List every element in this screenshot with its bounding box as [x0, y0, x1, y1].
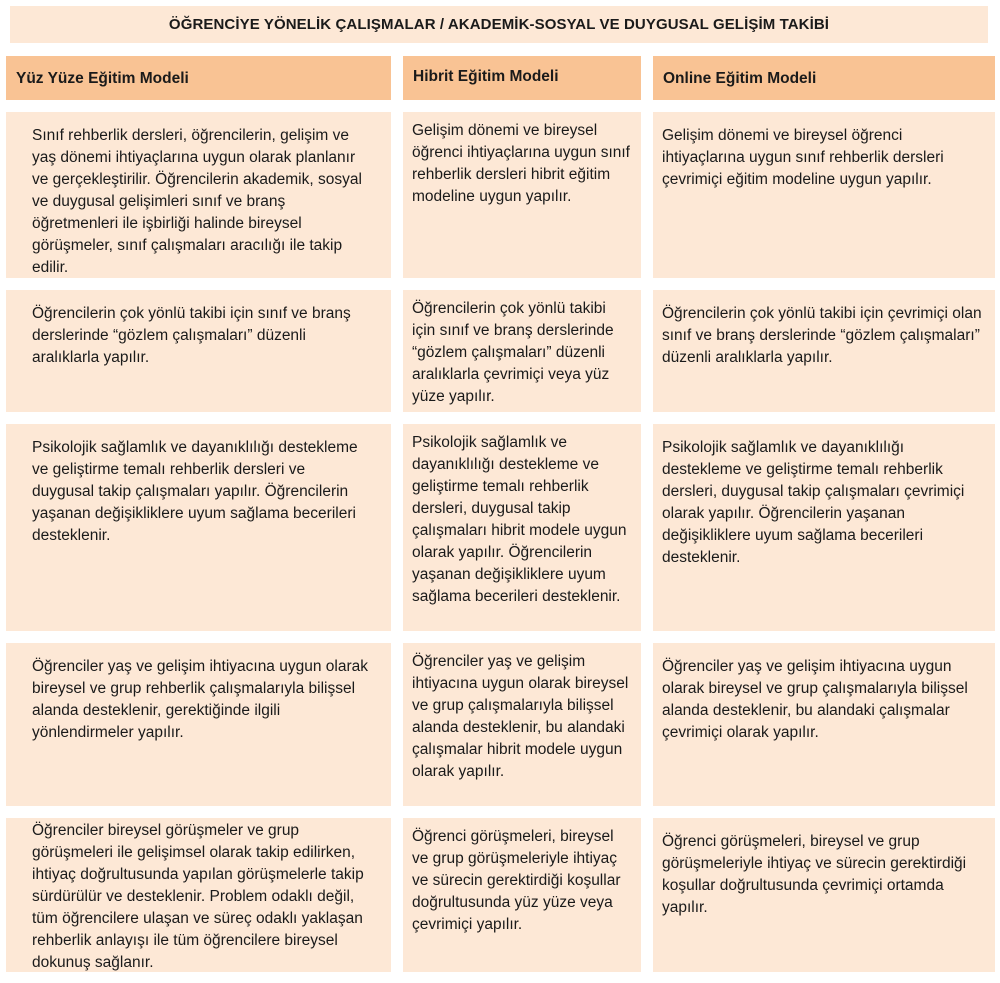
- cell-text: Öğrenciler yaş ve gelişim ihtiyacına uygun olarak bireysel ve grup rehberlik çalışmalarıyla bilişsel alanda desteklenir, gerektiğinde ilgili yönlendirmeler yapılır.: [32, 658, 368, 741]
- table-cell: [403, 643, 641, 806]
- column-header-face-to-face: Yüz Yüze Eğitim Modeli: [6, 56, 391, 100]
- cell-text: Öğrencilerin çok yönlü takibi için sınıf ve branş derslerinde “gözlem çalışmaları” düzenli aralıklarla çevrimiçi veya yüz yüze yapılır.: [412, 300, 614, 405]
- cell-text: Psikolojik sağlamlık ve dayanıklılığı destekleme ve geliştirme temalı rehberlik dersleri, duygusal takip çalışmaları hibrit modele uygun olarak yapılır. Öğrencilerin yaşanan değişikliklere uyum sağlama becerileri desteklenir.: [412, 434, 627, 605]
- cell-text: Öğrenci görüşmeleri, bireysel ve grup görüşmeleriyle ihtiyaç ve sürecin gerektirdiği koşullar doğrultusunda yüz yüze veya çevrimiçi yapılır.: [412, 828, 621, 933]
- table-cell: [653, 818, 995, 972]
- table-cell: [6, 112, 391, 278]
- cell-text: Psikolojik sağlamlık ve dayanıklılığı destekleme ve geliştirme temalı rehberlik dersleri ve duygusal takip çalışmaları yapılır. Öğrencilerin yaşanan değişikliklere uyum sağlama becerileri desteklenir.: [32, 439, 358, 544]
- table-cell: [653, 290, 995, 412]
- table-cell: [6, 424, 391, 631]
- table-cell: [6, 290, 391, 412]
- table-cell: [6, 643, 391, 806]
- table-cell: [403, 290, 641, 412]
- table-cell: [403, 424, 641, 631]
- cell-text: Öğrencilerin çok yönlü takibi için sınıf ve branş derslerinde “gözlem çalışmaları” düzenli aralıklarla yapılır.: [32, 305, 351, 366]
- column-header-online: Online Eğitim Modeli: [653, 56, 995, 100]
- cell-text: Öğrenciler yaş ve gelişim ihtiyacına uygun olarak bireysel ve grup çalışmalarıyla bilişsel alanda desteklenir, bu alandaki çalışmalar çevrimiçi olarak yapılır.: [662, 658, 968, 741]
- table-cell: [403, 818, 641, 972]
- cell-text: Gelişim dönemi ve bireysel öğrenci ihtiyaçlarına uygun sınıf rehberlik dersleri hibrit eğitim modeline uygun yapılır.: [412, 122, 630, 205]
- table-cell: [6, 818, 391, 972]
- cell-text: Gelişim dönemi ve bireysel öğrenci ihtiyaçlarına uygun sınıf rehberlik dersleri çevrimiçi eğitim modeline uygun yapılır.: [662, 127, 944, 188]
- cell-text: Öğrencilerin çok yönlü takibi için çevrimiçi olan sınıf ve branş derslerinde “gözlem çalışmaları” düzenli aralıklarla yapılır.: [662, 305, 982, 366]
- table-cell: [653, 424, 995, 631]
- table-cell: [653, 643, 995, 806]
- cell-text: Öğrenci görüşmeleri, bireysel ve grup görüşmeleriyle ihtiyaç ve sürecin gerektirdiği koşullar doğrultusunda çevrimiçi ortamda yapılır.: [662, 833, 967, 916]
- table-cell: [653, 112, 995, 278]
- cell-text: Öğrenciler yaş ve gelişim ihtiyacına uygun olarak bireysel ve grup çalışmalarıyla bilişsel alanda desteklenir, bu alandaki çalışmalar hibrit modele uygun olarak yapılır.: [412, 653, 629, 780]
- cell-text: Öğrenciler bireysel görüşmeler ve grup görüşmeleri ile gelişimsel olarak takip edilirken, ihtiyaç doğrultusunda yapılan görüşmelerle takip sürdürülür ve desteklenir. Problem odaklı değil, tüm öğrencilere ulaşan ve süreç odaklı yaklaşan rehberlik anlayışı ile tüm öğrencilere bireysel dokunuş sağlanır.: [32, 822, 364, 971]
- table-cell: [403, 112, 641, 278]
- column-header-hybrid: Hibrit Eğitim Modeli: [403, 56, 641, 100]
- cell-text: Psikolojik sağlamlık ve dayanıklılığı destekleme ve geliştirme temalı rehberlik dersleri, duygusal takip çalışmaları çevrimiçi olarak yapılır. Öğrencilerin yaşanan değişikliklere uyum sağlama becerileri desteklenir.: [662, 439, 965, 566]
- page-title: ÖĞRENCİYE YÖNELİK ÇALIŞMALAR / AKADEMİK-SOSYAL VE DUYGUSAL GELİŞİM TAKİBİ: [10, 6, 988, 43]
- cell-text: Sınıf rehberlik dersleri, öğrencilerin, gelişim ve yaş dönemi ihtiyaçlarına uygun olarak planlanır ve gerçekleştirilir. Öğrencilerin akademik, sosyal ve duygusal gelişimleri sınıf ve branş öğretmenleri ile işbirliği halinde bireysel görüşmeler, sınıf çalışmaları aracılığı ile takip edilir.: [32, 127, 362, 276]
